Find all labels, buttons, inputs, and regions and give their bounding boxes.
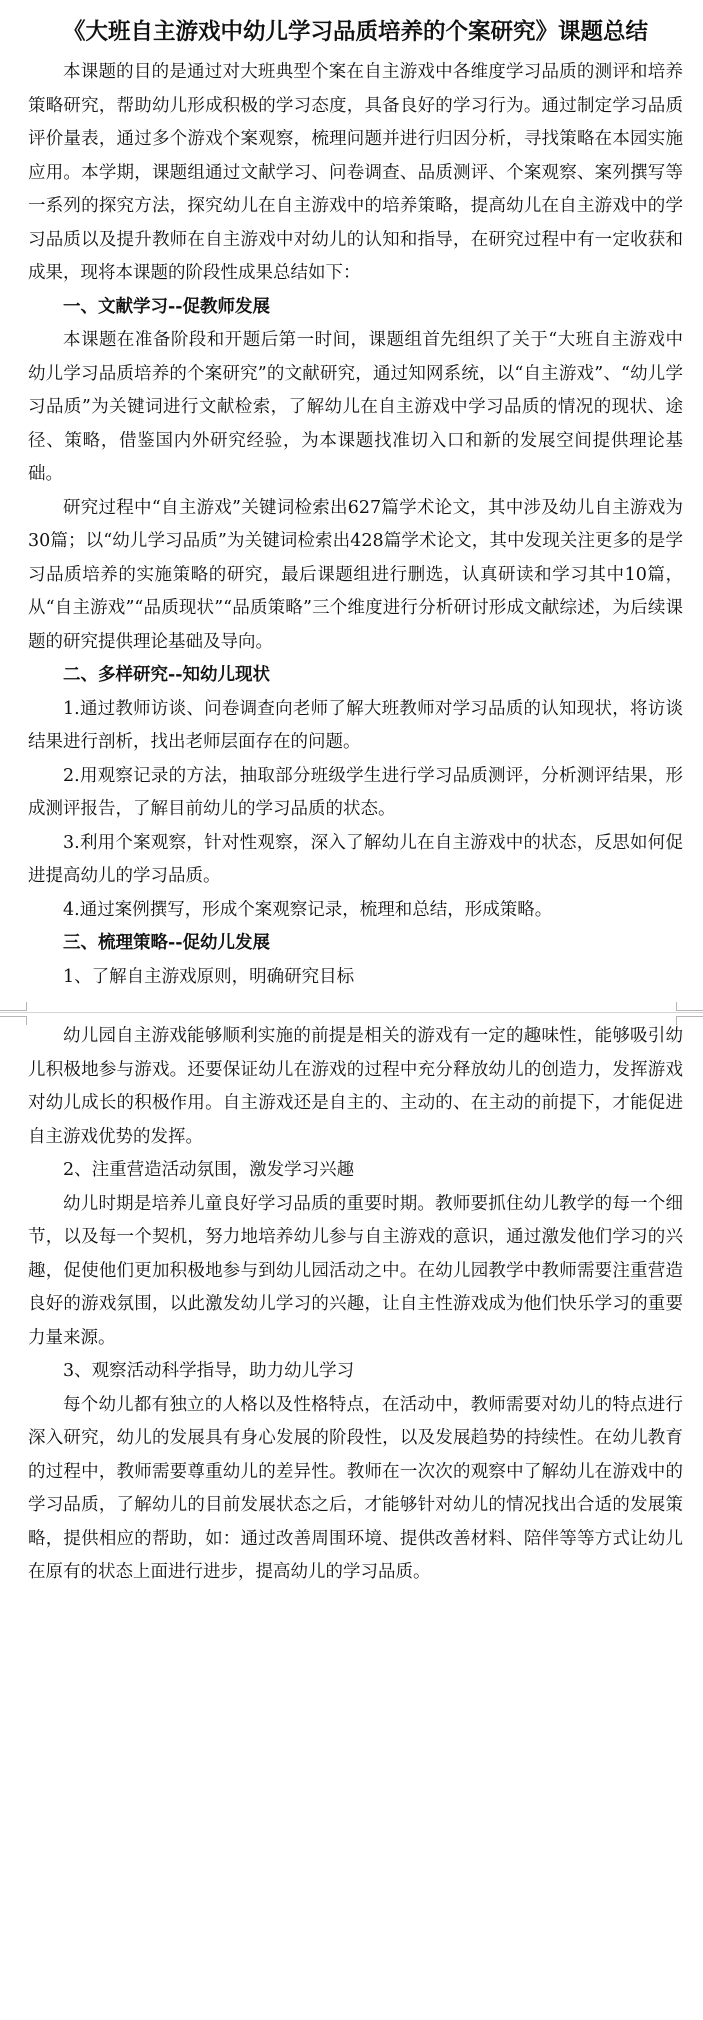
page-corner-mark <box>676 1002 703 1011</box>
section-1-paragraph-1: 本课题在准备阶段和开题后第一时间，课题组首先组织了关于“大班自主游戏中幼儿学习品质培养的个案研究”的文献研究，通过知网系统，以“自主游戏”、“幼儿学习品质”为关键词进行文献检索，了解幼儿在自主游戏中学习品质的情况的现状、途径、策略，借鉴国内外研究经验，为本课题找准切入口和新的发展空间提供理论基础。 <box>28 330 683 484</box>
document-page-2 <box>0 1020 703 1590</box>
section-3-heading: 三、梳理策略--促幼儿发展 <box>63 933 271 953</box>
section-3-subheading-1: 1、了解自主游戏原则，明确研究目标 <box>63 966 355 987</box>
section-3-subheading-2: 2、注重营造活动氛围，激发学习兴趣 <box>63 1160 355 1180</box>
section-1-paragraph-2: 研究过程中“自主游戏”关键词检索出627篇学术论文，其中涉及幼儿自主游戏为30篇；以“幼儿学习品质”为关键词检索出428篇学术论文，其中发现关注更多的是学习品质培养的实施策略的研究，最后课题组进行删选，认真研读和学习其中10篇，从“自主游戏”“品质现状”“品质策略”三个维度进行分析研讨形成文献综述，为后续课题的研究提供理论基础及导向。 <box>28 497 683 652</box>
page-corner-mark <box>0 1002 27 1011</box>
section-1-heading: 一、文献学习--促教师发展 <box>63 296 271 317</box>
section-2-item-4: 4.通过案例撰写，形成个案观察记录，梳理和总结，形成策略。 <box>63 899 553 920</box>
section-2-item-2: 2.用观察记录的方法，抽取部分班级学生进行学习品质测评，分析测评结果，形成测评报告，了解目前幼儿的学习品质的状态。 <box>28 765 683 819</box>
document-title: 《大班自主游戏中幼儿学习品质培养的个案研究》课题总结 <box>62 19 648 45</box>
document-page-1 <box>0 12 703 994</box>
section-2-item-3: 3.利用个案观察，针对性观察，深入了解幼儿在自主游戏中的状态，反思如何促进提高幼儿的学习品质。 <box>28 832 683 886</box>
section-3-sub-2-paragraph: 幼儿时期是培养儿童良好学习品质的重要时期。教师要抓住幼儿教学的每一个细节，以及每一个契机，努力地培养幼儿参与自主游戏的意识，通过激发他们学习的兴趣，促使他们更加积极地参与到幼儿园活动之中。在幼儿园教学中教师需要注重营造良好的游戏氛围，以此激发幼儿学习的兴趣，让自主性游戏成为他们快乐学习的重要力量来源。 <box>28 1193 683 1348</box>
section-2-item-1: 1.通过教师访谈、问卷调查向老师了解大班教师对学习品质的认知现状，将访谈结果进行剖析，找出老师层面存在的问题。 <box>28 698 683 752</box>
section-3-subheading-3: 3、观察活动科学指导，助力幼儿学习 <box>63 1361 355 1381</box>
section-3-sub-1-paragraph: 幼儿园自主游戏能够顺利实施的前提是相关的游戏有一定的趣味性，能够吸引幼儿积极地参与游戏。还要保证幼儿在游戏的过程中充分释放幼儿的创造力，发挥游戏对幼儿成长的积极作用。自主游戏还是自主的、主动的、在主动的前提下，才能促进自主游戏优势的发挥。 <box>28 1026 683 1147</box>
section-2-heading: 二、多样研究--知幼儿现状 <box>63 665 271 685</box>
intro-paragraph: 本课题的目的是通过对大班典型个案在自主游戏中各维度学习品质的测评和培养策略研究，帮助幼儿形成积极的学习态度，具备良好的学习行为。通过制定学习品质评价量表，通过多个游戏个案观察，梳理问题并进行归因分析，寻找策略在本园实施应用。本学期，课题组通过文献学习、问卷调查、品质测评、个案观察、案列撰写等一系列的探究方法，探究幼儿在自主游戏中的培养策略，提高幼儿在自主游戏中的学习品质以及提升教师在自主游戏中对幼儿的认知和指导，在研究过程中有一定收获和成果，现将本课题的阶段性成果总结如下： <box>28 62 683 283</box>
section-3-sub-3-paragraph: 每个幼儿都有独立的人格以及性格特点，在活动中，教师需要对幼儿的特点进行深入研究，幼儿的发展具有身心发展的阶段性，以及发展趋势的持续性。在幼儿教育的过程中，教师需要尊重幼儿的差异性。教师在一次次的观察中了解幼儿在游戏中的学习品质，了解幼儿的目前发展状态之后，才能够针对幼儿的情况找出合适的发展策略，提供相应的帮助，如：通过改善周围环境、提供改善材料、陪伴等等方式让幼儿在原有的状态上面进行进步，提高幼儿的学习品质。 <box>28 1394 683 1582</box>
page-break-divider <box>0 1012 703 1015</box>
